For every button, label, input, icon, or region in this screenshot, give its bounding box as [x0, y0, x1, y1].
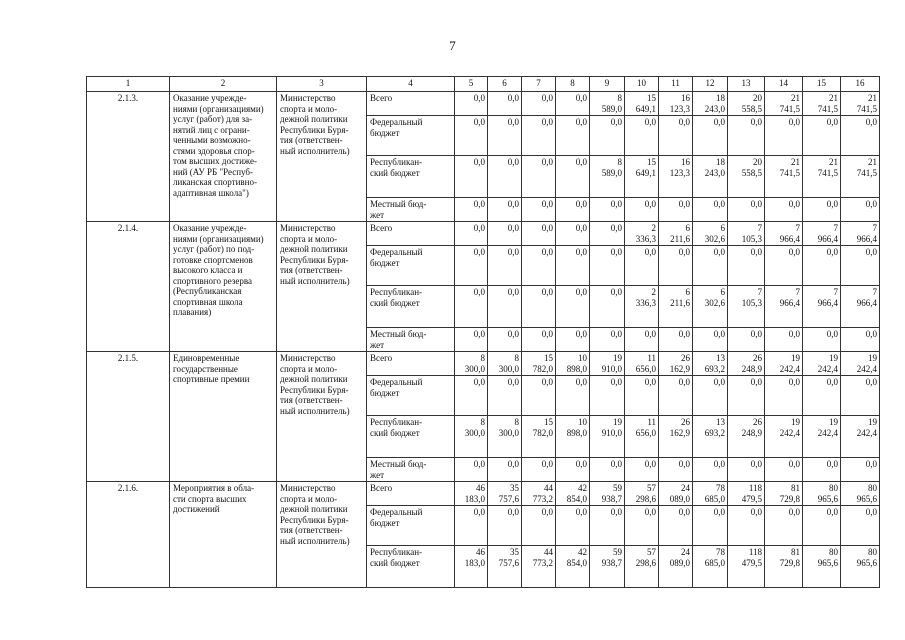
amount-cell: 19 910,0 — [590, 352, 625, 376]
amount-cell: 0,0 — [728, 246, 765, 286]
amount-cell: 2 336,3 — [625, 286, 659, 328]
column-header-2: 2 — [170, 77, 277, 92]
amount-cell: 0,0 — [728, 458, 765, 482]
amount-cell: 0,0 — [803, 246, 841, 286]
amount-cell: 42 854,0 — [556, 482, 590, 506]
amount-cell: 81 729,8 — [765, 482, 803, 506]
amount-cell: 13 693,2 — [693, 416, 728, 458]
column-header-10: 10 — [625, 77, 659, 92]
amount-cell: 15 782,0 — [522, 352, 556, 376]
funding-source-label: Всего — [367, 92, 455, 116]
amount-cell: 0,0 — [659, 458, 693, 482]
amount-cell: 0,0 — [659, 116, 693, 156]
amount-cell: 0,0 — [728, 116, 765, 156]
amount-cell: 59 938,7 — [590, 482, 625, 506]
amount-cell: 46 183,0 — [455, 546, 488, 588]
amount-cell: 0,0 — [522, 198, 556, 222]
amount-cell: 0,0 — [488, 376, 522, 416]
funding-source-label: Федеральный бюджет — [367, 116, 455, 156]
amount-cell: 6 302,6 — [693, 286, 728, 328]
amount-cell: 78 685,0 — [693, 546, 728, 588]
amount-cell: 0,0 — [455, 198, 488, 222]
amount-cell: 7 105,3 — [728, 222, 765, 246]
amount-cell: 0,0 — [522, 246, 556, 286]
amount-cell: 10 898,0 — [556, 352, 590, 376]
amount-cell: 0,0 — [455, 328, 488, 352]
measure-name: Мероприятия в обла- сти спорта высших достижений — [170, 482, 277, 588]
amount-cell: 0,0 — [522, 506, 556, 546]
amount-cell: 0,0 — [625, 246, 659, 286]
amount-cell: 0,0 — [803, 458, 841, 482]
amount-cell: 0,0 — [590, 198, 625, 222]
amount-cell: 26 162,9 — [659, 416, 693, 458]
amount-cell: 0,0 — [803, 198, 841, 222]
amount-cell: 0,0 — [765, 506, 803, 546]
funding-source-label: Местный бюд- жет — [367, 198, 455, 222]
amount-cell: 0,0 — [625, 376, 659, 416]
amount-cell: 57 298,6 — [625, 546, 659, 588]
amount-cell: 0,0 — [590, 506, 625, 546]
amount-cell: 0,0 — [693, 246, 728, 286]
funding-source-label: Республикан- ский бюджет — [367, 416, 455, 458]
amount-cell: 21 741,5 — [841, 156, 880, 198]
amount-cell: 80 965,6 — [803, 482, 841, 506]
amount-cell: 0,0 — [693, 506, 728, 546]
amount-cell: 0,0 — [590, 222, 625, 246]
amount-cell: 0,0 — [590, 458, 625, 482]
amount-cell: 44 773,2 — [522, 546, 556, 588]
amount-cell: 0,0 — [455, 246, 488, 286]
funding-source-label: Всего — [367, 222, 455, 246]
column-header-6: 6 — [488, 77, 522, 92]
amount-cell: 20 558,5 — [728, 92, 765, 116]
measure-name: Единовременные государственные спортивные премии — [170, 352, 277, 482]
amount-cell: 0,0 — [455, 222, 488, 246]
header-row — [87, 77, 880, 92]
amount-cell: 0,0 — [625, 458, 659, 482]
amount-cell: 80 965,6 — [841, 546, 880, 588]
amount-cell: 81 729,8 — [765, 546, 803, 588]
amount-cell: 0,0 — [590, 376, 625, 416]
table-row — [87, 352, 880, 376]
amount-cell: 7 966,4 — [803, 222, 841, 246]
table-row — [87, 482, 880, 506]
amount-cell: 0,0 — [522, 116, 556, 156]
funding-source-label: Федеральный бюджет — [367, 376, 455, 416]
funding-source-label: Республикан- ский бюджет — [367, 156, 455, 198]
amount-cell: 0,0 — [765, 376, 803, 416]
amount-cell: 0,0 — [841, 116, 880, 156]
amount-cell: 19 910,0 — [590, 416, 625, 458]
measure-name: Оказание учрежде- ниями (организациями) услуг (работ) по под- готовке спортсменов высокого класса и спортивного резерва (Республиканская спортивная школа плавания) — [170, 222, 277, 352]
column-header-9: 9 — [590, 77, 625, 92]
amount-cell: 6 211,6 — [659, 222, 693, 246]
amount-cell: 8 589,0 — [590, 156, 625, 198]
amount-cell: 0,0 — [522, 376, 556, 416]
amount-cell: 0,0 — [556, 328, 590, 352]
funding-source-label: Всего — [367, 352, 455, 376]
table-body — [87, 92, 880, 588]
amount-cell: 21 741,5 — [803, 92, 841, 116]
amount-cell: 44 773,2 — [522, 482, 556, 506]
amount-cell: 0,0 — [765, 246, 803, 286]
amount-cell: 2 336,3 — [625, 222, 659, 246]
amount-cell: 0,0 — [522, 92, 556, 116]
amount-cell: 0,0 — [728, 376, 765, 416]
amount-cell: 0,0 — [590, 328, 625, 352]
amount-cell: 0,0 — [765, 458, 803, 482]
amount-cell: 11 656,0 — [625, 416, 659, 458]
amount-cell: 0,0 — [765, 198, 803, 222]
amount-cell: 0,0 — [455, 156, 488, 198]
amount-cell: 0,0 — [590, 286, 625, 328]
amount-cell: 8 300,0 — [488, 352, 522, 376]
amount-cell: 0,0 — [488, 222, 522, 246]
table-row — [87, 222, 880, 246]
amount-cell: 7 966,4 — [803, 286, 841, 328]
budget-table — [86, 76, 880, 588]
amount-cell: 78 685,0 — [693, 482, 728, 506]
amount-cell: 8 300,0 — [455, 352, 488, 376]
amount-cell: 16 123,3 — [659, 156, 693, 198]
amount-cell: 18 243,0 — [693, 156, 728, 198]
amount-cell: 0,0 — [803, 116, 841, 156]
column-header-16: 16 — [841, 77, 880, 92]
amount-cell: 13 693,2 — [693, 352, 728, 376]
executor: Министерство спорта и моло- дежной политики Республики Буря- тия (ответствен- ный исполнитель) — [277, 92, 367, 222]
amount-cell: 0,0 — [522, 286, 556, 328]
amount-cell: 0,0 — [556, 116, 590, 156]
amount-cell: 0,0 — [488, 458, 522, 482]
amount-cell: 26 162,9 — [659, 352, 693, 376]
executor: Министерство спорта и моло- дежной политики Республики Буря- тия (ответствен- ный исполнитель) — [277, 352, 367, 482]
amount-cell: 19 242,4 — [765, 416, 803, 458]
amount-cell: 15 649,1 — [625, 156, 659, 198]
amount-cell: 0,0 — [556, 156, 590, 198]
amount-cell: 0,0 — [693, 116, 728, 156]
amount-cell: 0,0 — [625, 198, 659, 222]
page-number: 7 — [449, 38, 456, 53]
measure-code: 2.1.4. — [87, 222, 170, 352]
amount-cell: 0,0 — [728, 328, 765, 352]
measure-code: 2.1.5. — [87, 352, 170, 482]
amount-cell: 0,0 — [455, 116, 488, 156]
amount-cell: 8 589,0 — [590, 92, 625, 116]
amount-cell: 0,0 — [556, 198, 590, 222]
amount-cell: 0,0 — [556, 92, 590, 116]
amount-cell: 59 938,7 — [590, 546, 625, 588]
column-header-15: 15 — [803, 77, 841, 92]
amount-cell: 0,0 — [455, 458, 488, 482]
amount-cell: 16 123,3 — [659, 92, 693, 116]
amount-cell: 15 782,0 — [522, 416, 556, 458]
amount-cell: 10 898,0 — [556, 416, 590, 458]
amount-cell: 0,0 — [522, 156, 556, 198]
amount-cell: 0,0 — [841, 458, 880, 482]
measure-code: 2.1.3. — [87, 92, 170, 222]
amount-cell: 57 298,6 — [625, 482, 659, 506]
executor: Министерство спорта и моло- дежной политики Республики Буря- тия (ответствен- ный исполнитель) — [277, 222, 367, 352]
column-header-13: 13 — [728, 77, 765, 92]
amount-cell: 0,0 — [659, 198, 693, 222]
amount-cell: 0,0 — [488, 156, 522, 198]
amount-cell: 0,0 — [765, 116, 803, 156]
amount-cell: 7 966,4 — [841, 222, 880, 246]
amount-cell: 7 966,4 — [765, 222, 803, 246]
amount-cell: 8 300,0 — [455, 416, 488, 458]
amount-cell: 0,0 — [765, 328, 803, 352]
amount-cell: 8 300,0 — [488, 416, 522, 458]
amount-cell: 21 741,5 — [841, 92, 880, 116]
amount-cell: 0,0 — [841, 328, 880, 352]
amount-cell: 0,0 — [590, 246, 625, 286]
amount-cell: 46 183,0 — [455, 482, 488, 506]
amount-cell: 0,0 — [728, 198, 765, 222]
amount-cell: 6 211,6 — [659, 286, 693, 328]
amount-cell: 42 854,0 — [556, 546, 590, 588]
amount-cell: 26 248,9 — [728, 352, 765, 376]
amount-cell: 21 741,5 — [803, 156, 841, 198]
amount-cell: 0,0 — [488, 198, 522, 222]
amount-cell: 0,0 — [659, 246, 693, 286]
column-header-1: 1 — [87, 77, 170, 92]
amount-cell: 0,0 — [625, 506, 659, 546]
amount-cell: 0,0 — [556, 222, 590, 246]
amount-cell: 24 089,0 — [659, 482, 693, 506]
amount-cell: 0,0 — [522, 458, 556, 482]
amount-cell: 0,0 — [590, 116, 625, 156]
amount-cell: 118 479,5 — [728, 546, 765, 588]
amount-cell: 0,0 — [522, 328, 556, 352]
amount-cell: 0,0 — [803, 328, 841, 352]
amount-cell: 19 242,4 — [841, 416, 880, 458]
funding-source-label: Местный бюд- жет — [367, 328, 455, 352]
funding-source-label: Республикан- ский бюджет — [367, 286, 455, 328]
amount-cell: 0,0 — [693, 458, 728, 482]
amount-cell: 80 965,6 — [841, 482, 880, 506]
column-header-5: 5 — [455, 77, 488, 92]
amount-cell: 19 242,4 — [841, 352, 880, 376]
measure-name: Оказание учрежде- ниями (организациями) услуг (работ) для за- нятий лиц с ограни- ченными возможно- стями здоровья спор- том высших достиже- ний (АУ РБ "Респуб- ликанская спортивно- адаптивная школа") — [170, 92, 277, 222]
amount-cell: 7 966,4 — [841, 286, 880, 328]
column-header-12: 12 — [693, 77, 728, 92]
measure-code: 2.1.6. — [87, 482, 170, 588]
funding-source-label: Местный бюд- жет — [367, 458, 455, 482]
amount-cell: 0,0 — [659, 376, 693, 416]
amount-cell: 0,0 — [488, 246, 522, 286]
amount-cell: 0,0 — [841, 246, 880, 286]
amount-cell: 0,0 — [659, 506, 693, 546]
amount-cell: 19 242,4 — [765, 352, 803, 376]
amount-cell: 0,0 — [455, 92, 488, 116]
amount-cell: 0,0 — [625, 116, 659, 156]
amount-cell: 18 243,0 — [693, 92, 728, 116]
amount-cell: 0,0 — [693, 198, 728, 222]
amount-cell: 11 656,0 — [625, 352, 659, 376]
amount-cell: 0,0 — [841, 506, 880, 546]
amount-cell: 0,0 — [488, 92, 522, 116]
amount-cell: 35 757,6 — [488, 482, 522, 506]
amount-cell: 0,0 — [455, 376, 488, 416]
amount-cell: 0,0 — [488, 116, 522, 156]
amount-cell: 0,0 — [455, 506, 488, 546]
amount-cell: 0,0 — [556, 286, 590, 328]
amount-cell: 0,0 — [625, 328, 659, 352]
amount-cell: 0,0 — [803, 506, 841, 546]
column-header-11: 11 — [659, 77, 693, 92]
column-header-7: 7 — [522, 77, 556, 92]
amount-cell: 0,0 — [693, 376, 728, 416]
amount-cell: 19 242,4 — [803, 416, 841, 458]
amount-cell: 6 302,6 — [693, 222, 728, 246]
amount-cell: 0,0 — [556, 506, 590, 546]
amount-cell: 26 248,9 — [728, 416, 765, 458]
amount-cell: 0,0 — [659, 328, 693, 352]
table-row — [87, 92, 880, 116]
amount-cell: 0,0 — [556, 376, 590, 416]
amount-cell: 20 558,5 — [728, 156, 765, 198]
funding-source-label: Всего — [367, 482, 455, 506]
amount-cell: 118 479,5 — [728, 482, 765, 506]
amount-cell: 0,0 — [455, 286, 488, 328]
amount-cell: 0,0 — [803, 376, 841, 416]
amount-cell: 0,0 — [488, 328, 522, 352]
amount-cell: 21 741,5 — [765, 156, 803, 198]
amount-cell: 0,0 — [522, 222, 556, 246]
column-header-4: 4 — [367, 77, 455, 92]
column-header-14: 14 — [765, 77, 803, 92]
amount-cell: 7 105,3 — [728, 286, 765, 328]
amount-cell: 0,0 — [488, 286, 522, 328]
amount-cell: 7 966,4 — [765, 286, 803, 328]
amount-cell: 80 965,6 — [803, 546, 841, 588]
amount-cell: 35 757,6 — [488, 546, 522, 588]
executor: Министерство спорта и моло- дежной политики Республики Буря- тия (ответствен- ный исполнитель) — [277, 482, 367, 588]
funding-source-label: Федеральный бюджет — [367, 506, 455, 546]
amount-cell: 0,0 — [728, 506, 765, 546]
amount-cell: 0,0 — [556, 246, 590, 286]
amount-cell: 0,0 — [693, 328, 728, 352]
amount-cell: 0,0 — [841, 376, 880, 416]
amount-cell: 0,0 — [556, 458, 590, 482]
column-header-3: 3 — [277, 77, 367, 92]
amount-cell: 0,0 — [841, 198, 880, 222]
amount-cell: 15 649,1 — [625, 92, 659, 116]
amount-cell: 0,0 — [488, 506, 522, 546]
funding-source-label: Федеральный бюджет — [367, 246, 455, 286]
amount-cell: 21 741,5 — [765, 92, 803, 116]
amount-cell: 24 089,0 — [659, 546, 693, 588]
funding-source-label: Республикан- ский бюджет — [367, 546, 455, 588]
column-header-8: 8 — [556, 77, 590, 92]
amount-cell: 19 242,4 — [803, 352, 841, 376]
